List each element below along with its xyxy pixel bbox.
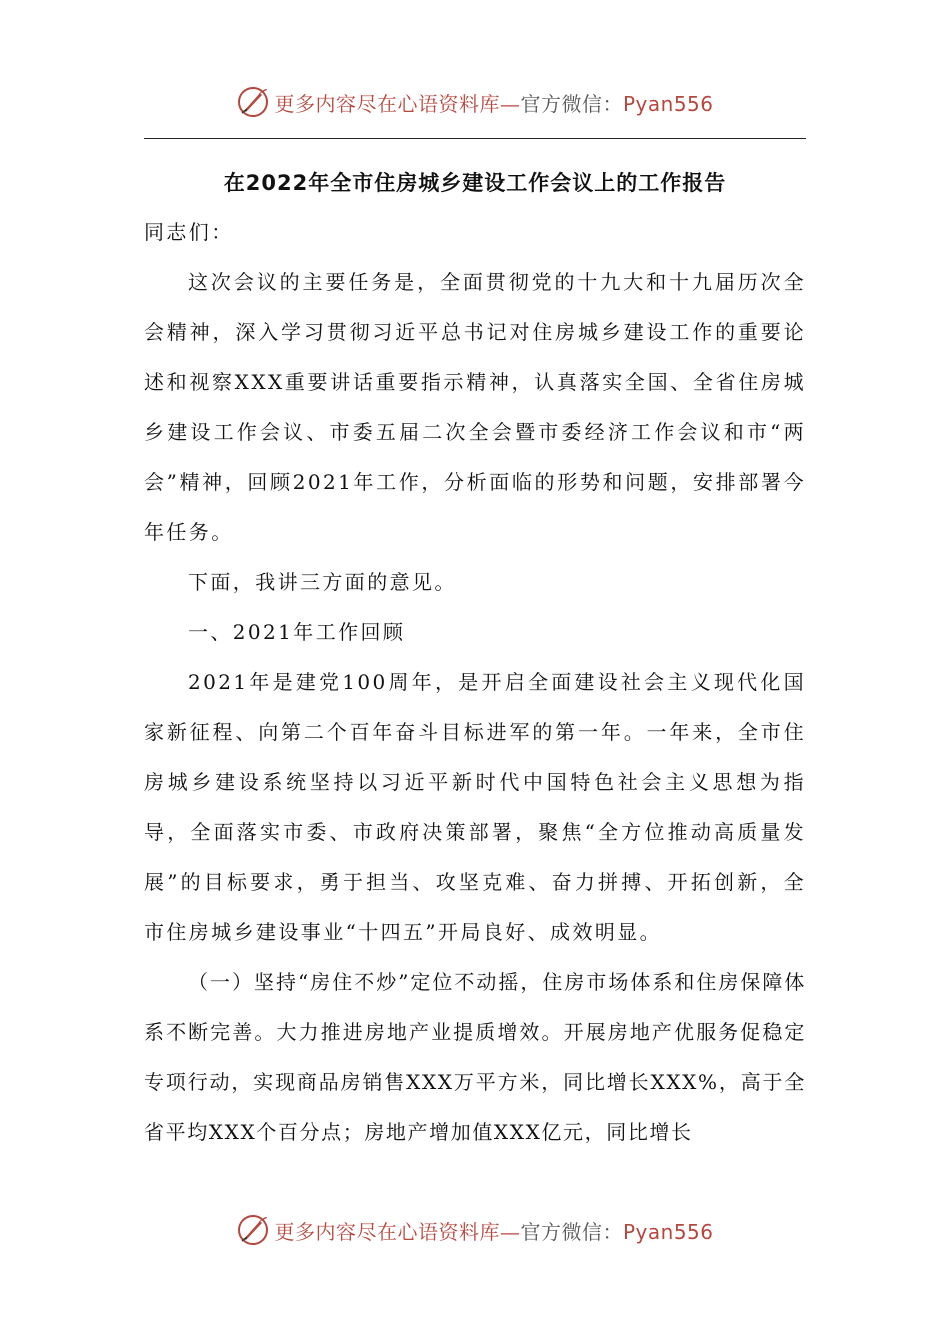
banner-wechat-id: Pyan556 [622, 1219, 714, 1244]
banner-wechat-id: Pyan556 [622, 91, 714, 116]
paragraph-housing: （一）坚持“房住不炒”定位不动摇，住房市场体系和住房保障体系不断完善。大力推进房地产业提质增效。开展房地产优服务促稳定专项行动，实现商品房销售XXX万平方米，同比增长XXX%，高于全省平均XXX个百分点；房地产增加值XXX亿元，同比增长 [144, 970, 806, 1144]
document-title: 在2022年全市住房城乡建设工作会议上的工作报告 [223, 171, 727, 195]
document-body [144, 207, 806, 1157]
header-banner [0, 80, 950, 124]
header-banner-text [274, 88, 713, 117]
quill-logo-icon [236, 1213, 270, 1247]
banner-dash: — [499, 91, 521, 116]
banner-official-label: 官方微信： [520, 91, 623, 116]
banner-main-text: 更多内容尽在心语资料库 [274, 1219, 500, 1244]
footer-banner-text [274, 1216, 713, 1245]
section-heading-1: 一、2021年工作回顾 [188, 620, 406, 644]
paragraph-intro: 这次会议的主要任务是，全面贯彻党的十九大和十九届历次全会精神，深入学习贯彻习近平总书记对住房城乡建设工作的重要论述和视察XXX重要讲话重要指示精神，认真落实全国、全省住房城乡建设工作会议、市委五届二次全会暨市委经济工作会议和市“两会”精神，回顾2021年工作，分析面临的形势和问题，安排部署今年任务。 [144, 270, 806, 544]
banner-dash: — [499, 1219, 521, 1244]
banner-official-label: 官方微信： [520, 1219, 623, 1244]
footer-banner [0, 1208, 950, 1252]
paragraph-review: 2021年是建党100周年，是开启全面建设社会主义现代化国家新征程、向第二个百年奋斗目标进军的第一年。一年来，全市住房城乡建设系统坚持以习近平新时代中国特色社会主义思想为指导，全面落实市委、市政府决策部署，聚焦“全方位推动高质量发展”的目标要求，勇于担当、攻坚克难、奋力拼搏、开拓创新，全市住房城乡建设事业“十四五”开局良好、成效明显。 [144, 670, 806, 944]
paragraph-outline: 下面，我讲三方面的意见。 [188, 570, 457, 594]
salutation: 同志们： [144, 220, 234, 244]
quill-logo-icon [236, 85, 270, 119]
header-divider [144, 138, 806, 139]
banner-main-text: 更多内容尽在心语资料库 [274, 91, 500, 116]
